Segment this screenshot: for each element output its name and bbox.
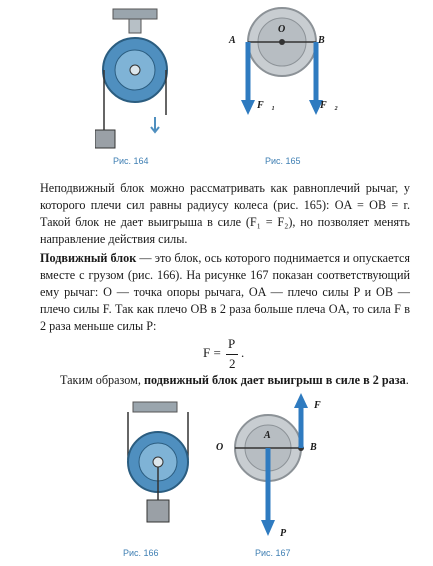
force-arrow-f-head	[294, 393, 308, 408]
ceiling-mount	[113, 9, 157, 19]
formula-period: .	[241, 345, 245, 360]
figure-164-fixed-pulley	[95, 5, 175, 155]
ceiling-mount	[133, 402, 177, 412]
paragraph-movable-pulley	[40, 250, 410, 335]
pulley-axle	[130, 65, 140, 75]
formula-left: F =	[203, 345, 221, 360]
label-a: A	[264, 430, 271, 441]
label-f1: F⃗₁	[257, 100, 275, 111]
label-o: O	[278, 24, 286, 35]
figure-166-caption: Рис. 166	[123, 548, 159, 558]
label-b: B	[310, 442, 317, 453]
conclusion-start: Таким образом,	[60, 373, 144, 387]
figure-167-lever-diagram	[228, 393, 328, 543]
weight-block	[147, 500, 169, 522]
movable-pulley-definition: — это блок, ось которого поднимается и опускается вместе с грузом (рис. 166). На рисунке 167 показан соответствующий ему рычаг: O — точка опоры рычага, OA — плечо силы P и OB — плечо силы F. Так как плечо OB в 2 раза больше плеча OA, то сила F в 2 раза меньше силы P:	[40, 251, 410, 333]
hook-bracket	[129, 19, 141, 33]
weight-block	[95, 130, 115, 148]
paragraph-conclusion	[40, 372, 410, 389]
formula-numerator: P	[228, 336, 236, 351]
label-f2: F⃗₂	[320, 100, 338, 111]
term-movable-pulley: Подвижный блок	[40, 251, 137, 265]
label-a: A	[229, 35, 236, 46]
conclusion-bold: подвижный блок дает выигрыш в силе в 2 раза	[143, 373, 406, 387]
figure-166-movable-pulley	[113, 400, 203, 535]
force-arrow-f1-head	[241, 100, 255, 115]
pulley-axle	[153, 457, 163, 467]
figure-167-caption: Рис. 167	[255, 548, 291, 558]
fraction-bar	[226, 354, 238, 355]
label-b: B	[318, 35, 325, 46]
label-f: F⃗	[314, 400, 329, 411]
pivot-point	[279, 39, 285, 45]
formula-denominator: 2	[229, 356, 236, 371]
figure-164-caption: Рис. 164	[113, 156, 149, 166]
paragraph-fixed-pulley: Неподвижный блок можно рассматривать как равноплечий рычаг, у которого плечи сил равны радиусу колеса (рис. 165): OA = OB = r. Такой блок не дает выигрыша в силе (F₁ = F₂), но позволяет менять направление действия силы.	[40, 181, 410, 246]
force-arrow-p-head	[261, 520, 275, 536]
label-o: O	[216, 442, 224, 453]
figure-165-caption: Рис. 165	[265, 156, 301, 166]
conclusion-end: .	[405, 373, 409, 387]
pull-arrow-icon	[151, 117, 159, 132]
label-p: P⃗	[280, 528, 294, 539]
